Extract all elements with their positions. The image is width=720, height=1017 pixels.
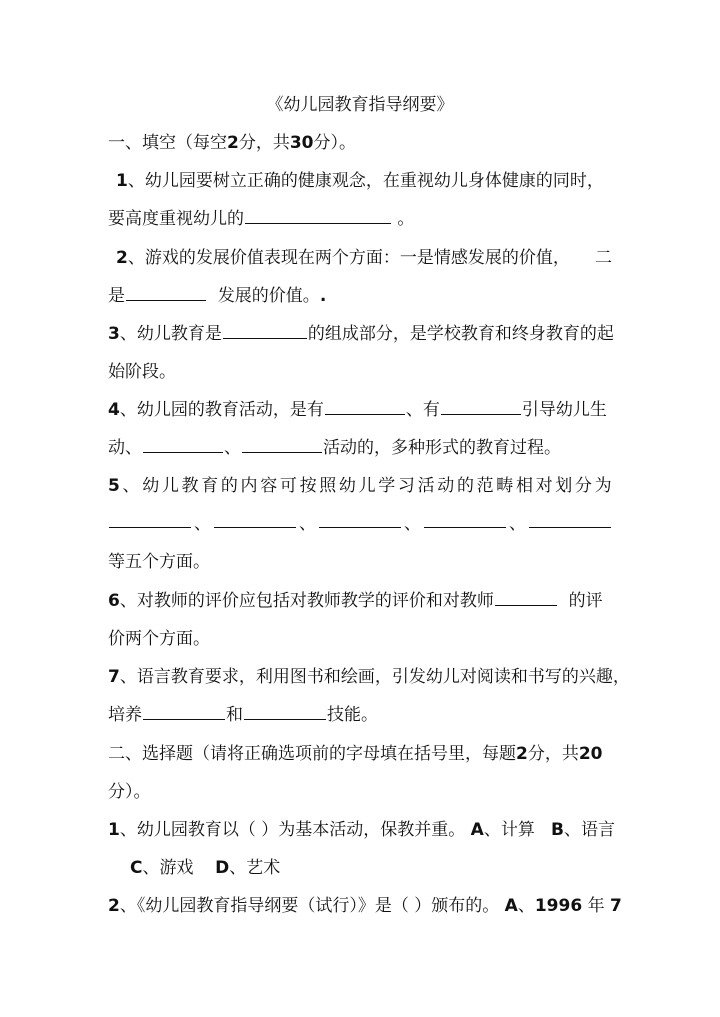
question-char: 教 — [181, 476, 199, 496]
question-char: 分 — [574, 476, 592, 496]
separator: 、 — [404, 514, 421, 534]
question-char: 幼 — [142, 476, 160, 496]
question-char: 划 — [555, 476, 573, 496]
document-title: 《幼儿园教育指导纲要》 — [266, 95, 454, 115]
question-number: 5 — [108, 476, 120, 496]
fill-q5-line2 — [108, 511, 612, 537]
section2-heading: 二、选择题（请将正确选项前的字母填在括号里，每题2分，共20 — [108, 744, 603, 764]
answer-blank[interactable] — [244, 703, 326, 720]
answer-blank[interactable] — [325, 398, 405, 415]
question-char: 相 — [515, 476, 533, 496]
question-char: 畴 — [496, 476, 514, 496]
fill-q2-line2: 是 发展的价值。. — [108, 286, 327, 306]
answer-blank[interactable] — [143, 436, 223, 453]
choice-q1-line1: 1、幼儿园教育以（ ）为基本活动，保教并重。 A、计算 B、语言 — [108, 820, 616, 840]
fill-q5-line1 — [108, 473, 612, 499]
answer-blank[interactable] — [126, 284, 206, 301]
question-char: 幼 — [338, 476, 356, 496]
question-char: 照 — [319, 476, 337, 496]
fill-q3-line1: 3、幼儿教育是 的组成部分，是学校教育和终身教育的起 — [108, 324, 614, 344]
section2-heading-cont: 分）。 — [108, 782, 151, 802]
question-char: 活 — [417, 476, 435, 496]
question-char: 儿 — [161, 476, 179, 496]
fill-q1-line1: 1、幼儿园要树立正确的健康观念，在重视幼儿身体健康的同时， — [116, 171, 604, 191]
fill-q5-line3: 等五个方面。 — [108, 552, 210, 572]
question-char: 为 — [594, 476, 612, 496]
answer-blank[interactable] — [143, 703, 225, 720]
question-char: 儿 — [358, 476, 376, 496]
fill-q2-line1: 2、游戏的发展价值表现在两个方面：一是情感发展的价值， 二 — [116, 248, 612, 268]
question-char: 按 — [299, 476, 317, 496]
question-char: 的 — [220, 476, 238, 496]
answer-blank[interactable] — [441, 398, 521, 415]
fill-q1-line2: 要高度重视幼儿的 。 — [108, 209, 415, 229]
question-char: 对 — [535, 476, 553, 496]
fill-q4-line1: 4、幼儿园的教育活动，是有 、有 引导幼儿生 — [108, 400, 607, 420]
question-char: 内 — [240, 476, 258, 496]
fill-q7-line2: 培养 和 技能。 — [108, 705, 378, 725]
fill-q3-line2: 始阶段。 — [108, 362, 176, 382]
fill-q7-line1: 7、语言教育要求，利用图书和绘画，引发幼儿对阅读和书写的兴趣， — [108, 667, 630, 687]
choice-q1-line2: C、游戏 D、艺术 — [130, 858, 281, 878]
fill-q6-line2: 价两个方面。 — [108, 629, 210, 649]
question-char: 范 — [476, 476, 494, 496]
answer-blank[interactable] — [242, 436, 322, 453]
choice-q2-line1: 2、《幼儿园教育指导纲要（试行）》是（ ）颁布的。 A、1996 年 7 — [108, 896, 622, 916]
question-char: 、 — [122, 476, 140, 496]
separator: 、 — [509, 514, 526, 534]
fill-q6-line1: 6、对教师的评价应包括对教师教学的评价和对教师 的评 — [108, 591, 603, 611]
question-char: 可 — [279, 476, 297, 496]
answer-blank[interactable] — [223, 322, 307, 339]
section1-heading: 一、填空（每空2分，共30分）。 — [108, 133, 357, 153]
question-char: 的 — [456, 476, 474, 496]
question-char: 动 — [437, 476, 455, 496]
answer-blank[interactable] — [424, 511, 506, 528]
fill-q4-line2: 动、 、 活动的，多种形式的教育过程。 — [108, 438, 561, 458]
answer-blank[interactable] — [245, 207, 391, 224]
answer-blank[interactable] — [529, 511, 611, 528]
question-char: 容 — [260, 476, 278, 496]
question-char: 育 — [201, 476, 219, 496]
answer-blank[interactable] — [109, 511, 191, 528]
answer-blank[interactable] — [214, 511, 296, 528]
separator: 、 — [299, 514, 316, 534]
answer-blank[interactable] — [319, 511, 401, 528]
answer-blank[interactable] — [495, 589, 557, 606]
question-char: 学 — [378, 476, 396, 496]
question-char: 习 — [397, 476, 415, 496]
separator: 、 — [194, 514, 211, 534]
